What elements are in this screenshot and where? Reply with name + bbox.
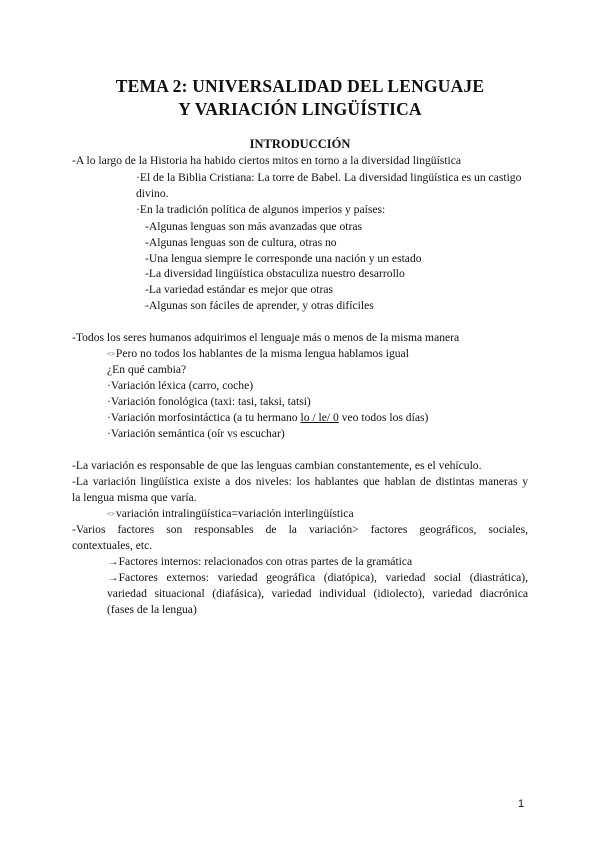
- list-item-variacion-semantica: ·Variación semántica (oír vs escuchar): [107, 427, 285, 440]
- list-item-factores-externos-line-1: →Factores externos: variedad geográfica (diatópica), variedad social (diastrática),: [107, 571, 528, 584]
- paragraph-factores-line-2: contextuales, etc.: [72, 539, 153, 552]
- list-item-factores-internos: →Factores internos: relacionados con otras partes de la gramática: [107, 555, 413, 568]
- arrow-note-icon: <>: [107, 510, 115, 518]
- arrow-note-icon: <>: [107, 350, 115, 358]
- morfo-text-before: ·Variación morfosintáctica (a tu hermano: [107, 411, 301, 424]
- page-number: 1: [518, 798, 525, 810]
- question-en-que-cambia: ¿En qué cambia?: [107, 363, 187, 376]
- list-item-mito-6: -Algunas son fáciles de aprender, y otras difíciles: [145, 299, 374, 312]
- document-title-line-2: Y VARIACIÓN LINGÜÍSTICA: [178, 99, 422, 119]
- note-intralinguistica-text: variación intralingüística=variación interlingüística: [115, 507, 354, 520]
- bullet-biblia-line-2: divino.: [136, 187, 169, 200]
- paragraph-factores-line-1: -Varios factores son responsables de la variación> factores geográficos, sociales,: [72, 523, 528, 536]
- list-item-variacion-fonologica: ·Variación fonológica (taxi: tasi, taksi, tatsi): [107, 395, 311, 408]
- list-item-variacion-lexica: ·Variación léxica (carro, coche): [107, 379, 254, 392]
- list-item-mito-1: -Algunas lenguas son más avanzadas que otras: [145, 220, 362, 233]
- list-item-variacion-morfosintactica: [107, 410, 428, 425]
- paragraph-niveles-line-1: -La variación lingüística existe a dos niveles: los hablantes que hablan de distintas maneras y: [72, 475, 528, 488]
- list-item-factores-externos-line-3: (fases de la lengua): [107, 603, 197, 616]
- section-heading-introduccion: INTRODUCCIÓN: [249, 137, 351, 151]
- list-item-mito-2: -Algunas lenguas son de cultura, otras no: [145, 236, 337, 249]
- paragraph-todos: -Todos los seres humanos adquirimos el lenguaje más o menos de la misma manera: [72, 331, 460, 344]
- bullet-biblia-line-1: ·El de la Biblia Cristiana: La torre de Babel. La diversidad lingüística es un castigo: [136, 171, 522, 184]
- note-intralinguistica: [107, 506, 354, 522]
- list-item-mito-4: -La diversidad lingüística obstaculiza nuestro desarrollo: [145, 267, 405, 280]
- note-pero-text: Pero no todos los hablantes de la misma lengua hablamos igual: [115, 347, 409, 360]
- paragraph-responsable: -La variación es responsable de que las lenguas cambian constantemente, es el vehículo.: [72, 459, 482, 472]
- document-title-line-1: TEMA 2: UNIVERSALIDAD DEL LENGUAJE: [115, 76, 485, 96]
- bullet-tradicion: ·En la tradición política de algunos imperios y países:: [136, 203, 386, 216]
- list-item-mito-5: -La variedad estándar es mejor que otras: [145, 283, 333, 296]
- list-item-factores-externos-line-2: variedad situacional (diafásica), variedad individual (idiolecto), variedad diacrónica: [107, 587, 528, 600]
- morfo-text-after: veo todos los días): [338, 411, 429, 424]
- note-pero: [107, 346, 409, 362]
- morfo-underlined-text: lo / le/ 0: [300, 411, 339, 424]
- paragraph-niveles-line-2: la lengua misma que varía.: [72, 491, 197, 504]
- paragraph-mitos: -A lo largo de la Historia ha habido ciertos mitos en torno a la diversidad lingüística: [72, 154, 462, 167]
- list-item-mito-3: -Una lengua siempre le corresponde una nación y un estado: [145, 252, 422, 265]
